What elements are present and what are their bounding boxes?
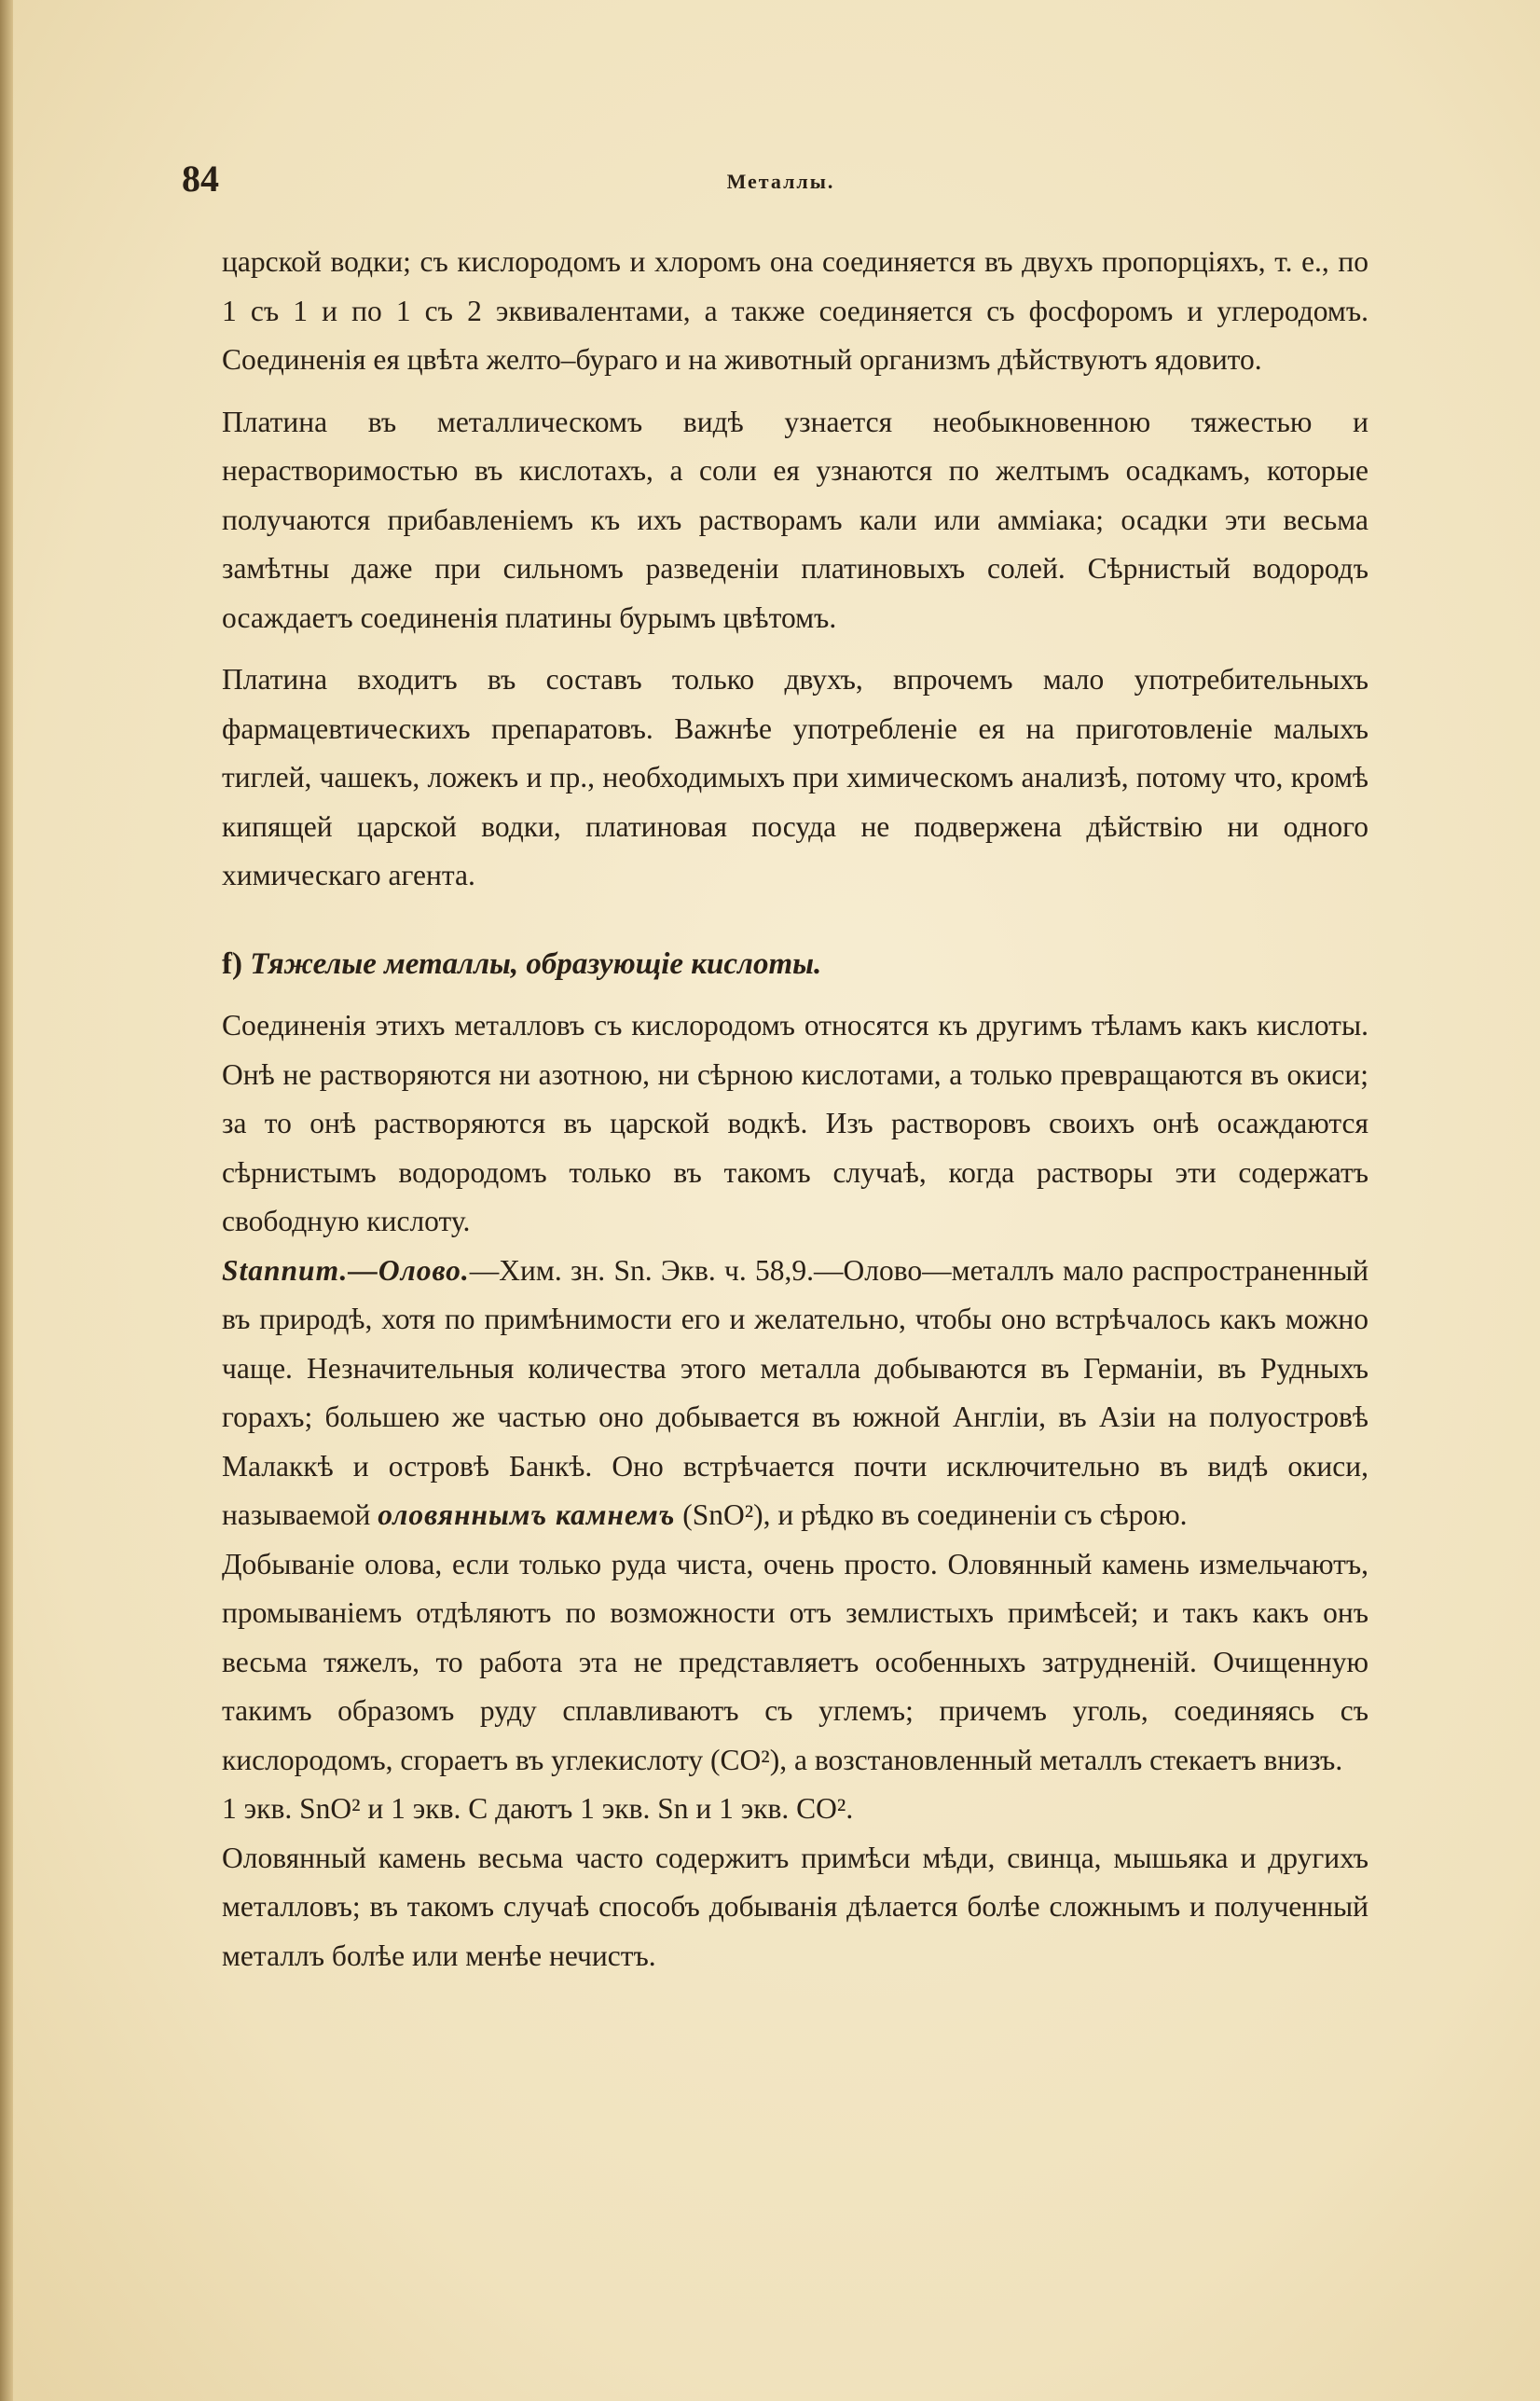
section-heading-text: Тяжелые металлы, образующiе кислоты. [250, 946, 822, 981]
paragraph: Добыванiе олова, если только руда чиста, очень просто. Оловянный камень измельчаютъ, промыванiемъ отдѣляютъ по возможности отъ землистыхъ примѣсей; и такъ какъ онъ весьма тяжелъ, то работа эта не представляетъ особенныхъ затрудненiй. Очищенную такимъ образомъ руду сплавливаютъ съ углемъ; причемъ уголь, соединяясь съ кислородомъ, сгораетъ въ углекислоту (CO²), а возстановленный металлъ стекаетъ внизъ. [222, 1547, 1368, 1776]
article-text: —Хим. зн. Sn. Экв. ч. 58,9.—Олово—металлъ мало распространенный въ природѣ, хотя по примѣнимости его и желательно, чтобы оно встрѣчалось какъ можно чаще. Незначительныя количества этого металла добываются въ Германiи, въ Рудныхъ горахъ; большею же частью оно добывается въ южной Англiи, въ Азiи на полуостровѣ Малаккѣ и островѣ Банкѣ. Оно встрѣчается почти исключительно въ видѣ окиси, называемой [222, 1253, 1368, 1531]
page-edge [0, 0, 13, 2401]
body-text [222, 238, 1368, 1980]
section-heading [222, 940, 1368, 989]
article-text-end: (SnO²), и рѣдко въ соединенiи съ сѣрою. [682, 1498, 1188, 1531]
article-lead: Stannит.—Олово. [222, 1253, 470, 1287]
section-heading-letter: f) [222, 946, 242, 981]
emphasis-term: оловяннымъ камнемъ [378, 1498, 676, 1531]
paragraph [222, 1247, 1368, 1540]
paragraph: Платина въ металлическомъ видѣ узнается необыкновенною тяжестью и нерастворимостью въ кислотахъ, а соли ея узнаются по желтымъ осадкамъ, которые получаются прибавленiемъ къ ихъ растворамъ кали или амміака; осадки эти весьма замѣтны даже при сильномъ разведенiи платиновыхъ солей. Сѣрнистый водородъ осаждаетъ соединенiя платины бурымъ цвѣтомъ. [222, 405, 1368, 634]
running-title: Металлы. [726, 170, 835, 193]
paragraph: Платина входитъ въ составъ только двухъ, впрочемъ мало употребительныхъ фармацевтическихъ препаратовъ. Важнѣе употребленiе ея на приготовленiе малыхъ тиглей, чашекъ, ложекъ и пр., необходимыхъ при химическомъ анализѣ, потому что, кромѣ кипящей царской водки, платиновая посуда не подвержена дѣйствiю ни одного химическаго агента. [222, 663, 1368, 891]
paragraph: Оловянный камень весьма часто содержитъ примѣси мѣди, свинца, мышьяка и другихъ металловъ; въ такомъ случаѣ способъ добыванiя дѣлается болѣе сложнымъ и полученный металлъ болѣе или менѣе нечистъ. [222, 1841, 1368, 1972]
page-header [182, 157, 1380, 203]
paragraph: царской водки; съ кислородомъ и хлоромъ она соединяется въ двухъ пропорцiяхъ, т. е., по 1 съ 1 и по 1 съ 2 эквивалентами, а также соединяется съ фосфоромъ и углеродомъ. Соединенiя ея цвѣта желто–бураго и на животный организмъ дѣйствуютъ ядовито. [222, 245, 1368, 376]
page-number: 84 [182, 158, 219, 200]
equation-line: 1 экв. SnO² и 1 экв. C даютъ 1 экв. Sn и 1 экв. CO². [222, 1792, 854, 1825]
paragraph: Соединенiя этихъ металловъ съ кислородомъ относятся къ другимъ тѣламъ какъ кислоты. Онѣ не растворяются ни азотною, ни сѣрною кислотами, а только превращаются въ окиси; за то онѣ растворяются въ царской водкѣ. Изъ растворовъ своихъ онѣ осаждаются сѣрнистымъ водородомъ только въ такомъ случаѣ, когда растворы эти содержатъ свободную кислоту. [222, 1009, 1368, 1237]
